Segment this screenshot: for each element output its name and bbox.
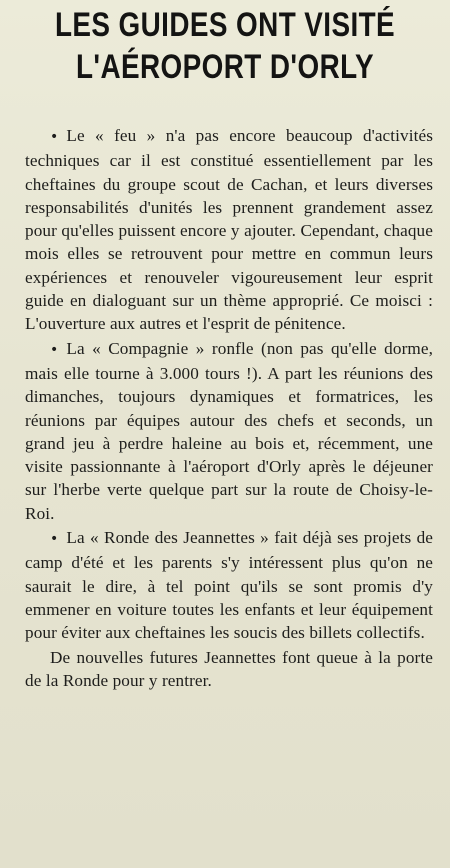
paragraph-text: La « Ronde des Jeannettes » fait déjà ses projets de camp d'été et les parents s'y intéressent plus qu'on ne saurait le dire, à tel point qu'ils se sont promis d'y emmener en voiture toutes les enfants et leur équipement pour éviter aux cheftaines les soucis des billets collectifs. <box>25 528 433 643</box>
article-headline <box>41 0 410 88</box>
bullet-icon: • <box>50 129 59 145</box>
bullet-icon: • <box>50 341 59 358</box>
paragraph-jeannettes <box>25 646 433 693</box>
article-body <box>25 124 433 692</box>
paragraph-compagnie <box>25 337 433 525</box>
bullet-icon: • <box>50 531 59 548</box>
paragraph-feu <box>25 124 433 336</box>
headline-line-2: L'AÉROPORT D'ORLY <box>75 48 375 86</box>
headline-line-1: LES GUIDES ONT VISITÉ <box>54 6 396 44</box>
paragraph-text: Le « feu » n'a pas encore beaucoup d'activités techniques car il est constitué essentiellement par les cheftaines du groupe scout de Cachan, et leurs diverses responsabilités d'unités les prennent grandement assez pour qu'elles puissent encore y ajouter. Cependant, chaque mois elles se retrouvent pour mettre en commun leurs expériences et renouveler vigoureusement leur esprit guide en dialoguant sur un thème approprié. Ce moisci : L'ouverture aux autres et l'esprit de pénitence. <box>25 126 433 334</box>
paragraph-ronde <box>25 526 433 644</box>
paragraph-text: De nouvelles futures Jeannettes font queue à la porte de la Ronde pour y rentrer. <box>25 647 433 690</box>
paragraph-text: La « Compagnie » ronfle (non pas qu'elle dorme, mais elle tourne à 3.000 tours !). A part les réunions des dimanches, toujours dynamiques et formatrices, les réunions par équipes autour des chefs et seconds, un grand jeu à perdre haleine au bois et, récemment, une visite passionnante à l'aéroport d'Orly après le déjeuner sur l'herbe verte quelque part sur la route de Choisy-le-Roi. <box>25 338 433 523</box>
